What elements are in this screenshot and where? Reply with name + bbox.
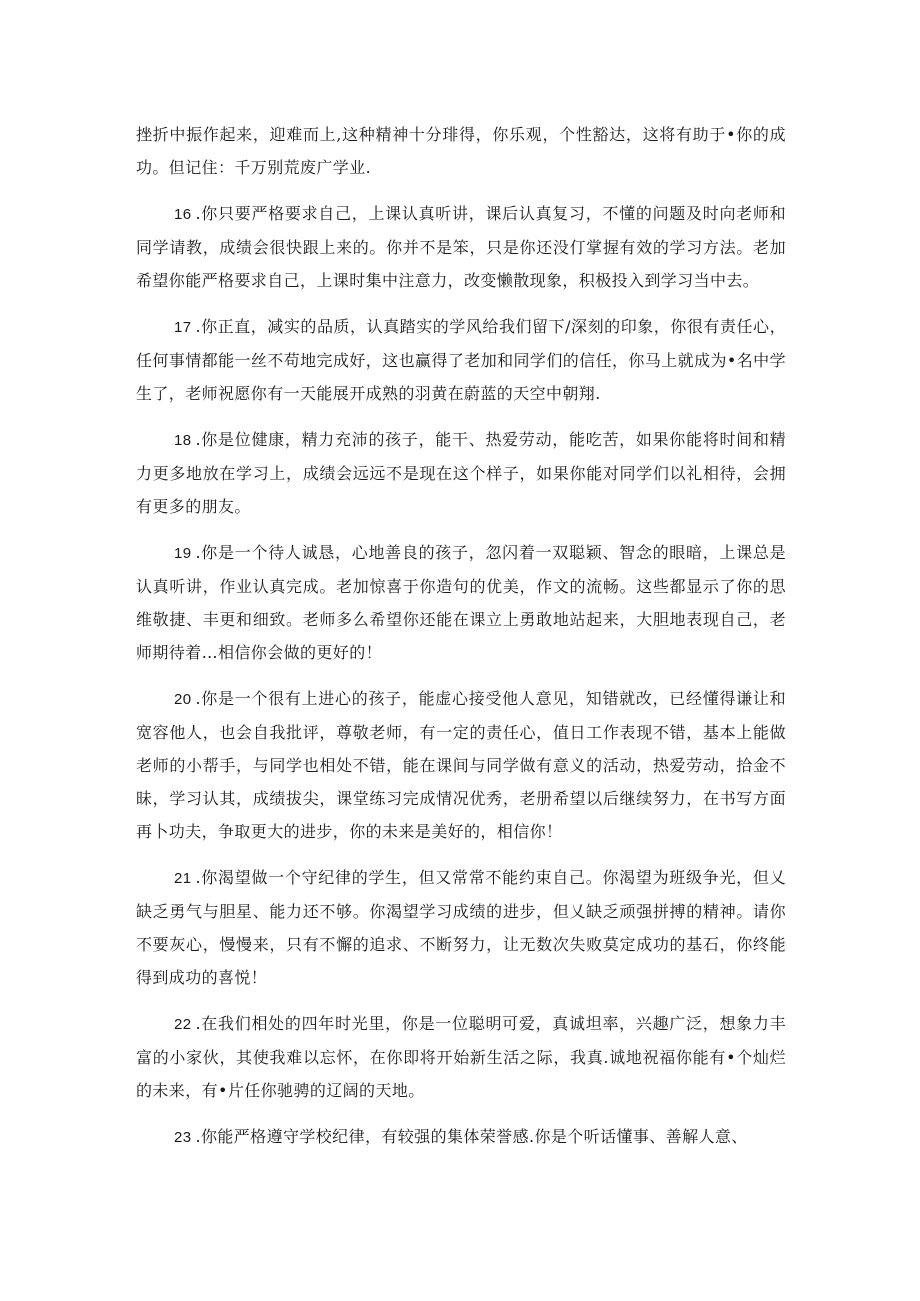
paragraph-18	[136, 423, 786, 523]
paragraph-16	[136, 197, 786, 297]
paragraph-text: .你是一个待人诚恳，心地善良的孩子，忽闪着一双聪颖、智念的眼暗，上课总是认真听讲，作业认真完成。老加惊喜于你造句的优美，作文的流畅。这些都显示了你的思维敬捷、丰更和细致。老师多么希望你还能在课立上勇敢地站起来，大胆地表现自己，老师期待着…相信你会做的更好的！	[136, 543, 786, 662]
paragraph-17	[136, 310, 786, 410]
paragraph-text: .你正直，减实的品质，认真踏实的学风给我们留下/深刻的印象，你很有责任心，任何事情都能一丝不苟地完成好，这也赢得了老加和同学们的信任，你马上就成为•名中学生了，老师祝愿你有一天能展开成熟的羽黄在蔚蓝的天空中朝翔.	[136, 317, 786, 403]
paragraph-text: .你是位健康，精力充沛的孩子，能干、热爱劳动，能吃苦，如果你能将时间和精力更多地放在学习上，成绩会远远不是现在这个样子，如果你能对同学们以礼相待，会拥有更多的朋友。	[136, 430, 786, 516]
paragraph-21	[136, 861, 786, 994]
paragraph-23	[136, 1120, 786, 1154]
paragraph-19	[136, 536, 786, 669]
paragraph-text: .你渴望做一个守纪律的学生，但又常常不能约束自己。你渴望为班级争光，但乂缺乏勇气与胆星、能力还不够。你渴望学习成绩的进步，但乂缺乏顽强拼搏的精神。请你不要灰心，慢慢来，只有不懈的追求、不断努力，让无数次失败莫定成功的基石，你终能得到成功的喜悦！	[136, 868, 786, 987]
paragraph-20	[136, 682, 786, 848]
paragraph-number: 22	[174, 1016, 192, 1033]
paragraph-text: .在我们相处的四年时光里，你是一位聪明可爱，真诚坦率，兴趣广泛，想象力丰富的小家伙，其使我难以忘怀，在你即将开始新生活之际，我真.诚地祝福你能有•个灿烂的未来，有•片任你驰骋的辽阔的天地。	[136, 1014, 786, 1100]
paragraph-number: 20	[174, 691, 192, 708]
paragraph-number: 18	[174, 432, 192, 449]
paragraph-number: 17	[174, 319, 192, 336]
paragraph-text: .你只要严格要求自己，上课认真听讲，课后认真复习，不懂的问题及时向老师和同学请教，成绩会很快跟上来的。你并不是笨，只是你还没仃掌握有效的学习方法。老加希望你能严格要求自己，上课时集中注意力，改变懒散现象，积极投入到学习当中去。	[136, 204, 786, 290]
paragraph-text: 挫折中振作起来，迎难而上,这种精神十分琲得，你乐观，个性豁达，这将有助于•你的成功。但记住：千万别荒废广学业.	[136, 125, 786, 177]
paragraph-continuation	[136, 118, 786, 184]
paragraph-number: 23	[174, 1129, 192, 1146]
paragraph-number: 16	[174, 206, 192, 223]
paragraph-22	[136, 1007, 786, 1107]
paragraph-text: .你是一个很有上进心的孩子，能虚心接受他人意见，知错就改，已经懂得谦让和宽容他人，也会自我批评，尊敬老师，有一定的责任心，值日工作表现不错，基本上能做老师的小帮手，与同学也相处不错，能在课间与同学做有意义的活动，热爱劳动，拾金不昧，学习认其，成绩拔尖，课堂练习完成情况优秀，老册希望以后继续努力，在书写方面再卜功夫，争取更大的进步，你的未来是美好的，相信你！	[136, 689, 786, 841]
paragraph-number: 21	[174, 870, 192, 887]
paragraph-text: .你能严格遵守学校纪律，有较强的集体荣誉感.你是个听话懂事、善解人意、	[195, 1127, 748, 1146]
document-body	[136, 118, 786, 1167]
paragraph-number: 19	[174, 545, 192, 562]
